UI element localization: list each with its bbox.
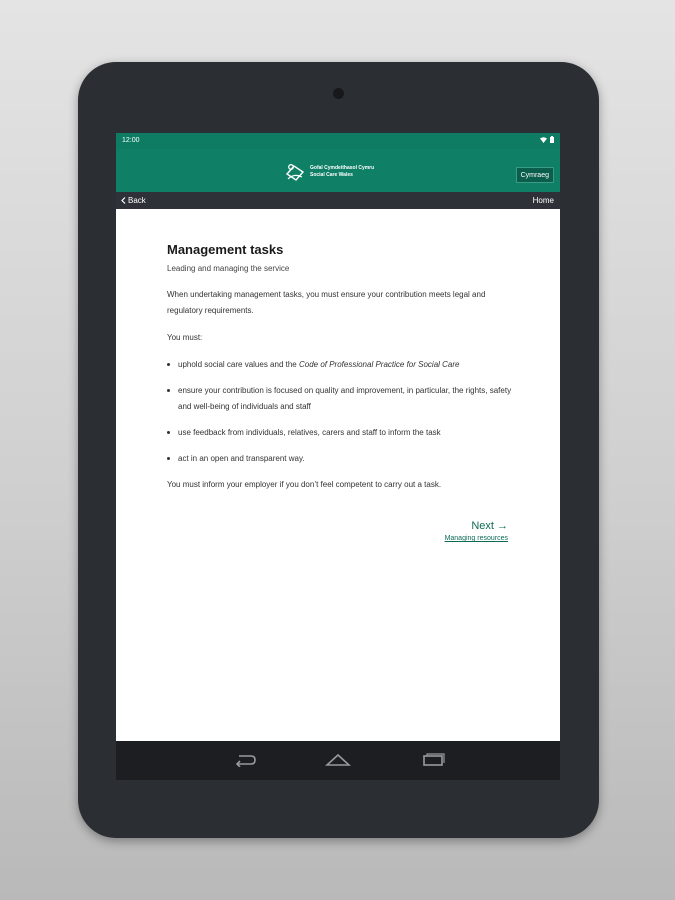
status-time: 12:00 <box>122 137 140 144</box>
back-label: Back <box>128 196 146 205</box>
closing-paragraph: You must inform your employer if you don’t feel competent to carry out a task. <box>167 480 442 489</box>
logo-text-welsh: Gofal Cymdeithasol Cymru <box>310 165 375 171</box>
list-item: ensure your contribution is focused on quality and improvement, in particular, the rights, safety and well-being of individuals and staff <box>167 383 512 415</box>
you-must-label: You must: <box>167 333 203 342</box>
home-button[interactable]: Home <box>532 196 554 205</box>
wifi-icon <box>540 137 547 143</box>
list-item: use feedback from individuals, relatives, carers and staff to inform the task <box>167 425 512 441</box>
requirements-list <box>167 357 512 467</box>
home-nav-icon[interactable] <box>325 753 351 767</box>
next-link[interactable] <box>364 520 508 542</box>
intro-paragraph: When undertaking management tasks, you must ensure your contribution meets legal and regulatory requirements. <box>167 290 486 315</box>
logo-icon <box>284 161 306 183</box>
status-bar <box>116 133 560 149</box>
logo <box>284 161 374 183</box>
page-title: Management tasks <box>167 242 284 257</box>
navigation-bar-top <box>116 192 560 209</box>
list-item: uphold social care values and the Code of Professional Practice for Social Care <box>167 357 512 373</box>
app-header <box>116 149 560 192</box>
main-content <box>167 242 512 542</box>
camera-icon <box>333 88 344 99</box>
chevron-left-icon <box>121 197 126 204</box>
language-toggle-button[interactable]: Cymraeg <box>516 167 554 183</box>
list-item: act in an open and transparent way. <box>167 451 512 467</box>
recents-nav-icon[interactable] <box>421 753 445 767</box>
back-button[interactable] <box>121 196 146 205</box>
android-nav-bar <box>116 741 560 780</box>
next-label[interactable]: Next → <box>471 520 508 532</box>
logo-text-english: Social Care Wales <box>310 172 353 178</box>
back-nav-icon[interactable] <box>233 753 257 767</box>
page-subtitle: Leading and managing the service <box>167 264 290 273</box>
battery-icon <box>550 136 554 143</box>
next-page-title[interactable]: Managing resources <box>444 535 508 542</box>
